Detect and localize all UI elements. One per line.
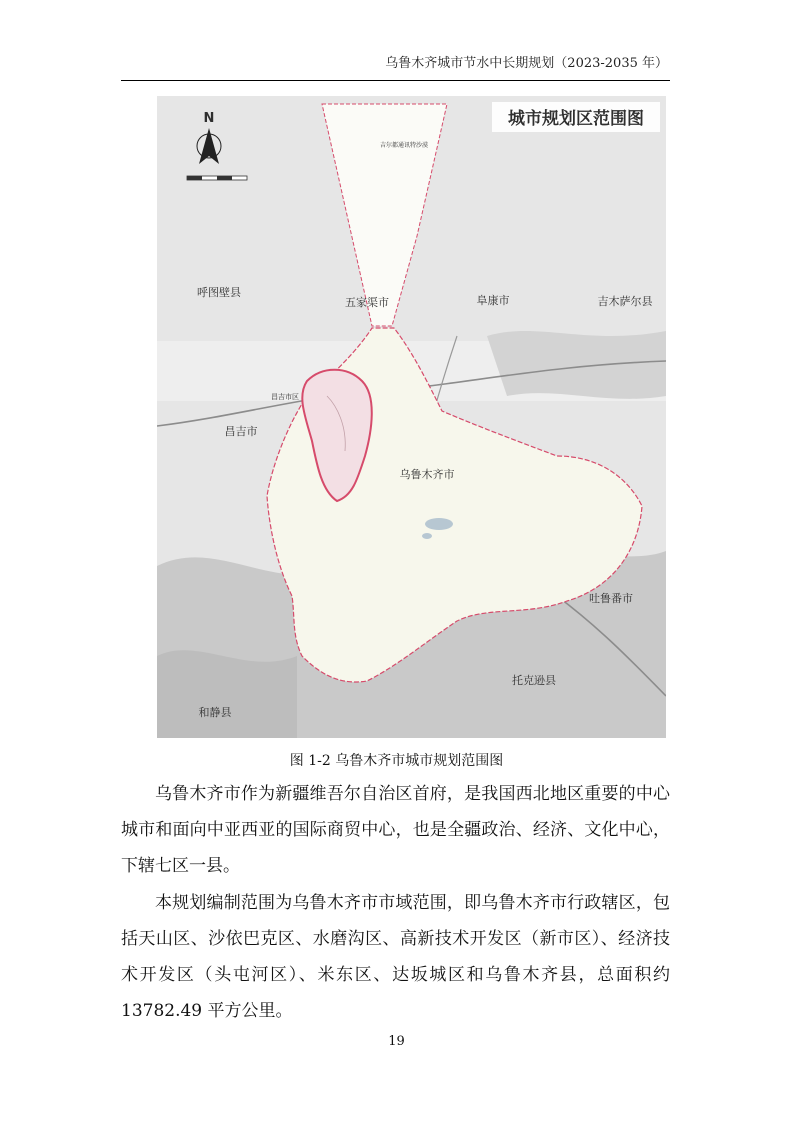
terrain-southwest (157, 650, 297, 738)
paragraph-2: 本规划编制范围为乌鲁木齐市市域范围，即乌鲁木齐市行政辖区，包括天山区、沙依巴克区、水磨沟区、高新技术开发区（新市区）、经济技术开发区（头屯河区）、米东区、达坂城区和乌鲁木齐县，总面积约 13782.49 平方公里。 (121, 893, 670, 1021)
label-fukang: 阜康市 (476, 294, 510, 307)
header-rule (121, 80, 670, 81)
label-toksun: 托克逊县 (512, 674, 556, 687)
label-urumqi: 乌鲁木齐市 (399, 468, 455, 481)
running-header: 乌鲁木齐城市节水中长期规划（2023-2035 年） (385, 56, 668, 71)
label-turpan: 吐鲁番市 (589, 592, 633, 605)
label-jimusaer: 吉木萨尔县 (597, 295, 653, 308)
page-number: 19 (388, 1034, 405, 1049)
label-hutubi: 呼图壁县 (197, 286, 241, 299)
label-changji: 昌吉市 (224, 425, 258, 438)
label-hejing: 和静县 (198, 706, 232, 719)
mountain-terrain-east (487, 331, 666, 399)
scale-bar (187, 176, 247, 180)
label-north-strip: 吉尔都通讯特沙漠 (379, 142, 429, 149)
lake (425, 518, 453, 530)
planning-area-map (157, 96, 666, 738)
paragraph-1: 乌鲁木齐市作为新疆维吾尔自治区首府，是我国西北地区重要的中心城市和面向中亚西亚的国际商贸中心，也是全疆政治、经济、文化中心，下辖七区一县。 (121, 784, 670, 876)
label-wujiaqu: 五家渠市 (345, 296, 389, 309)
map-title: 城市规划区范围图 (508, 109, 644, 129)
label-changji-district: 昌吉市区 (271, 393, 299, 401)
figure-caption: 图 1-2 乌鲁木齐市城市规划范围图 (289, 753, 504, 769)
lake-small (422, 533, 432, 539)
svg-text:N: N (203, 111, 215, 126)
